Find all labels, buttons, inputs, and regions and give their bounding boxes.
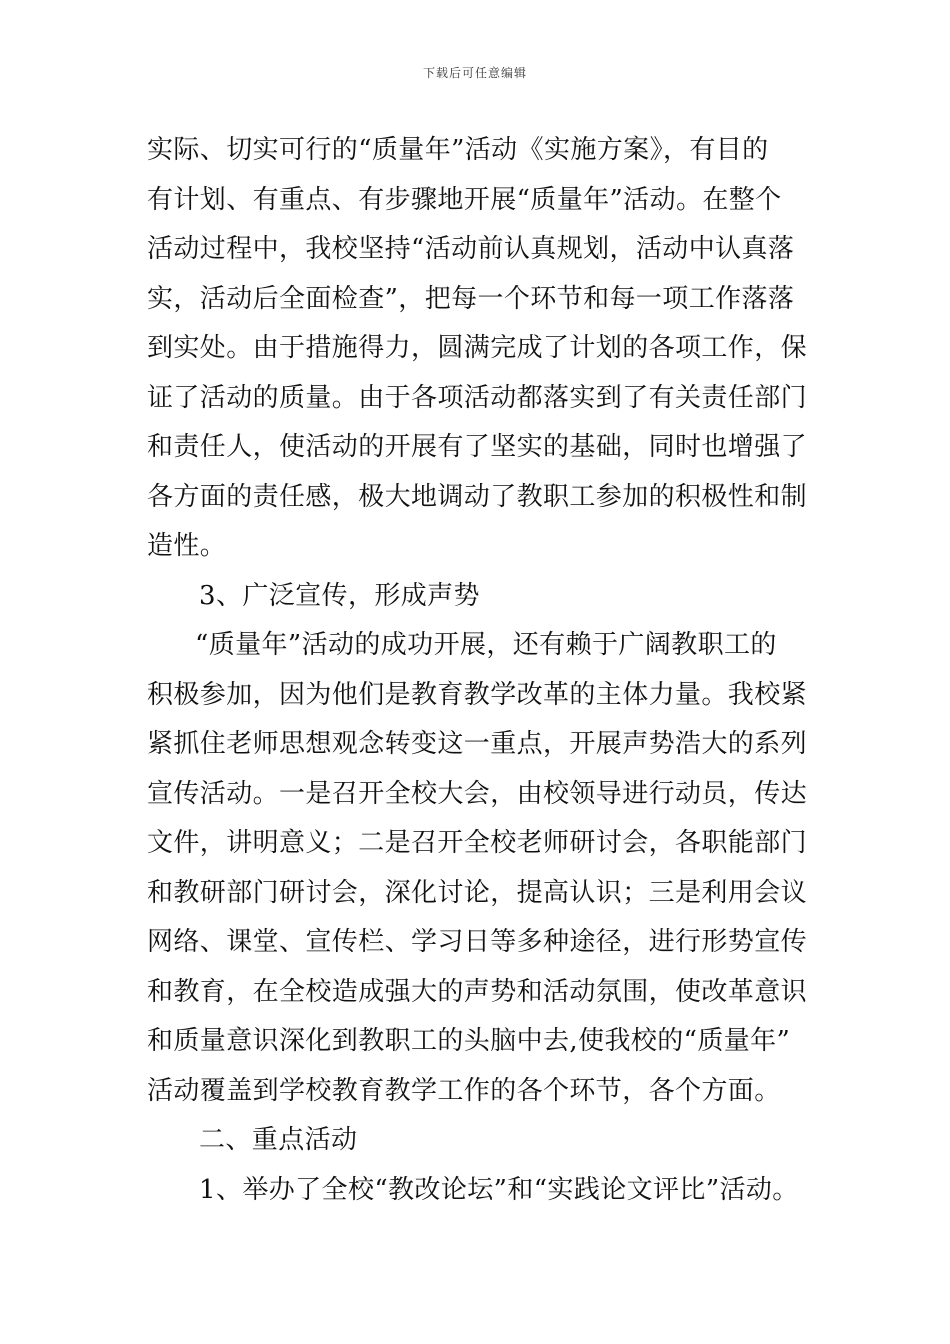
body-text [147, 126, 837, 1215]
section-subheading: 1、举办了全校“教改论坛”和“实践论文评比”活动。 [199, 1174, 799, 1205]
page-header: 下载后可任意编辑 [422, 66, 527, 80]
paragraph-line: 活动覆盖到学校教育教学工作的各个环节，各个方面。 [147, 1075, 781, 1106]
paragraph-line: 有计划、有重点、有步骤地开展“质量年”活动。在整个 [147, 184, 782, 215]
paragraph-line: 实际、切实可行的“质量年”活动《实施方案》，有目的 [147, 135, 769, 165]
paragraph-line: 活动过程中，我校坚持“活动前认真规划，活动中认真落 [147, 234, 795, 264]
paragraph-line: 和责任人，使活动的开展有了坚实的基础，同时也增强了 [147, 432, 808, 462]
paragraph-line: 实，活动后全面检查”，把每一个环节和每一项工作落落 [147, 283, 795, 314]
section-heading: 二、重点活动 [199, 1125, 358, 1155]
paragraph-first-line: “质量年”活动的成功开展，还有赖于广阔教职工的 [195, 630, 777, 660]
paragraph-line: 宣传活动。一是召开全校大会，由校领导进行动员，传达 [147, 778, 808, 809]
paragraph-line: 文件，讲明意义；二是召开全校老师研讨会，各职能部门 [147, 828, 808, 858]
paragraph-line: 紧抓住老师思想观念转变这一重点，开展声势浩大的系列 [147, 729, 808, 759]
paragraph-line: 到实处。由于措施得力，圆满完成了计划的各项工作，保 [147, 333, 808, 363]
paragraph-line: 各方面的责任感，极大地调动了教职工参加的积极性和制 [147, 481, 808, 512]
paragraph-line: 证了活动的质量。由于各项活动都落实到了有关责任部门 [147, 382, 808, 413]
paragraph-line: 和质量意识深化到教职工的头脑中去,使我校的“质量年” [147, 1026, 791, 1056]
paragraph-line: 和教育，在全校造成强大的声势和活动氛围，使改革意识 [147, 976, 808, 1007]
section-heading: 3、广泛宣传，形成声势 [199, 580, 480, 611]
paragraph-line: 造性。 [147, 531, 227, 561]
paragraph-line: 和教研部门研讨会，深化讨论，提高认识；三是利用会议 [147, 877, 808, 908]
paragraph-line: 积极参加，因为他们是教育教学改革的主体力量。我校紧 [147, 679, 808, 710]
paragraph-line: 网络、课堂、宣传栏、学习日等多种途径，进行形势宣传 [147, 927, 808, 957]
